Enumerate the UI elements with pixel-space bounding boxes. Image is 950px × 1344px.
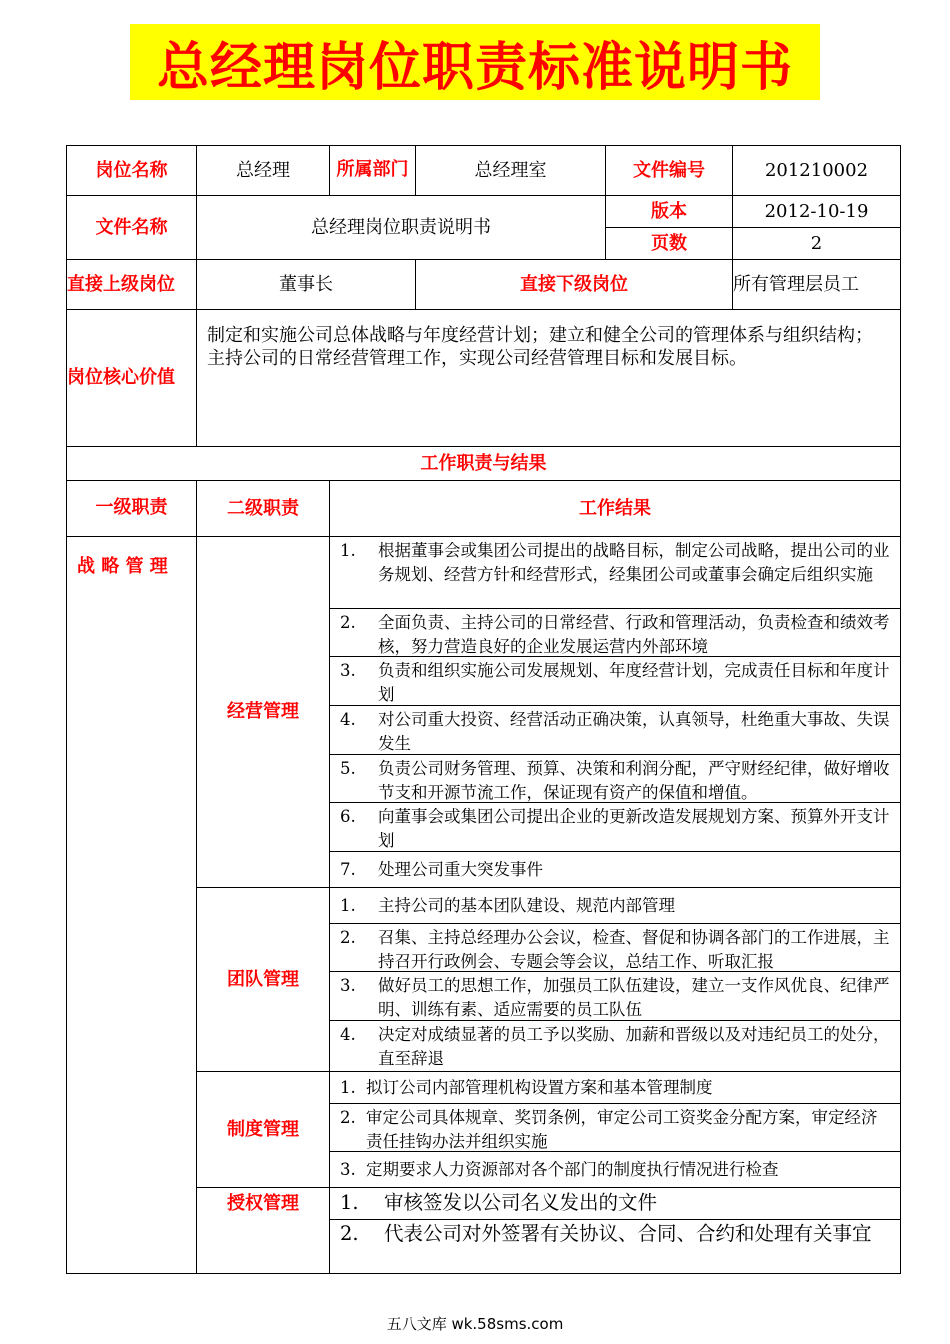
list-item: 1. 审核签发以公司名义发出的文件 <box>330 1188 900 1220</box>
superior-value: 董事长 <box>197 260 416 310</box>
results-list-authorization <box>330 1188 901 1274</box>
list-item: 2. 审定公司具体规章、奖罚条例，审定公司工资奖金分配方案，审定经济责任挂钩办法并组织实施 <box>330 1104 900 1152</box>
version-value: 2012-10-19 <box>733 196 901 228</box>
col-level2-header: 二级职责 <box>197 481 330 537</box>
file-no-label: 文件编号 <box>606 146 733 196</box>
title-banner <box>130 24 820 100</box>
results-list-rules <box>330 1072 901 1188</box>
list-item: 2. 召集、主持总经理办公会议，检查、督促和协调各部门的工作进展，主持召开行政例会、专题会等会议，总结工作、听取汇报 <box>330 924 900 972</box>
level1-strategy-management: 战 略 管 理 <box>67 537 197 1274</box>
list-item: 7. 处理公司重大突发事件 <box>340 859 543 879</box>
job-description-table <box>66 145 901 1274</box>
level2-group-name: 制度管理 <box>197 1072 330 1188</box>
list-item: 1. 主持公司的基本团队建设、规范内部管理 <box>330 888 900 924</box>
list-item: 2. 全面负责、主持公司的日常经营、行政和管理活动，负责检查和绩效考核，努力营造良好的企业发展运营内外部环境 <box>330 609 900 657</box>
core-value-text: 制定和实施公司总体战略与年度经营计划；建立和健全公司的管理体系与组织结构；主持公司的日常经营管理工作，实现公司经营管理目标和发展目标。 <box>197 310 901 447</box>
file-name-value: 总经理岗位职责说明书 <box>197 196 606 260</box>
level2-group-name: 经营管理 <box>197 537 330 888</box>
file-no-value: 201210002 <box>733 146 901 196</box>
list-item: 6. 向董事会或集团公司提出企业的更新改造发展规划方案、预算外开支计划 <box>330 803 900 852</box>
results-list-team <box>330 888 901 1072</box>
list-item: 1. 拟订公司内部管理机构设置方案和基本管理制度 <box>330 1072 900 1104</box>
level2-group-name: 授权管理 <box>197 1188 330 1274</box>
list-item: 3. 负责和组织实施公司发展规划、年度经营计划，完成责任目标和年度计划 <box>330 657 900 706</box>
subordinate-label: 直接下级岗位 <box>416 260 733 310</box>
department-value: 总经理室 <box>416 146 606 196</box>
subordinate-value: 所有管理层员工 <box>733 260 901 310</box>
col-results-header: 工作结果 <box>330 481 901 537</box>
list-item: 3. 定期要求人力资源部对各个部门的制度执行情况进行检查 <box>340 1159 779 1179</box>
pages-value: 2 <box>733 228 901 260</box>
list-item: 4. 对公司重大投资、经营活动正确决策，认真领导，杜绝重大事故、失误发生 <box>330 706 900 755</box>
duties-section-title: 工作职责与结果 <box>67 447 901 481</box>
list-item: 3. 做好员工的思想工作，加强员工队伍建设，建立一支作风优良、纪律严明、训练有素、适应需要的员工队伍 <box>330 972 900 1021</box>
position-name-value: 总经理 <box>197 146 330 196</box>
col-level1-header: 一级职责 <box>67 481 197 537</box>
list-item: 4. 决定对成绩显著的员工予以奖励、加薪和晋级以及对违纪员工的处分，直至辞退 <box>340 1025 890 1068</box>
list-item: 5. 负责公司财务管理、预算、决策和利润分配，严守财经纪律，做好增收节支和开源节流工作，保证现有资产的保值和增值。 <box>330 755 900 803</box>
list-item: 1. 根据董事会或集团公司提出的战略目标，制定公司战略，提出公司的业务规划、经营方针和经营形式，经集团公司或董事会确定后组织实施 <box>330 537 900 609</box>
position-name-label: 岗位名称 <box>67 146 197 196</box>
core-value-label: 岗位核心价值 <box>67 310 197 447</box>
version-label: 版本 <box>606 196 733 228</box>
pages-label: 页数 <box>606 228 733 260</box>
file-name-label: 文件名称 <box>67 196 197 260</box>
superior-label: 直接上级岗位 <box>67 260 197 310</box>
results-list-operations <box>330 537 901 888</box>
list-item: 2. 代表公司对外签署有关协议、合同、合约和处理有关事宜 <box>340 1222 872 1245</box>
document-title: 总经理岗位职责标准说明书 <box>156 37 793 98</box>
department-label: 所属部门 <box>330 146 416 196</box>
level2-group-name: 团队管理 <box>197 888 330 1072</box>
footer-watermark: 五八文库 wk.58sms.com <box>386 1315 564 1333</box>
